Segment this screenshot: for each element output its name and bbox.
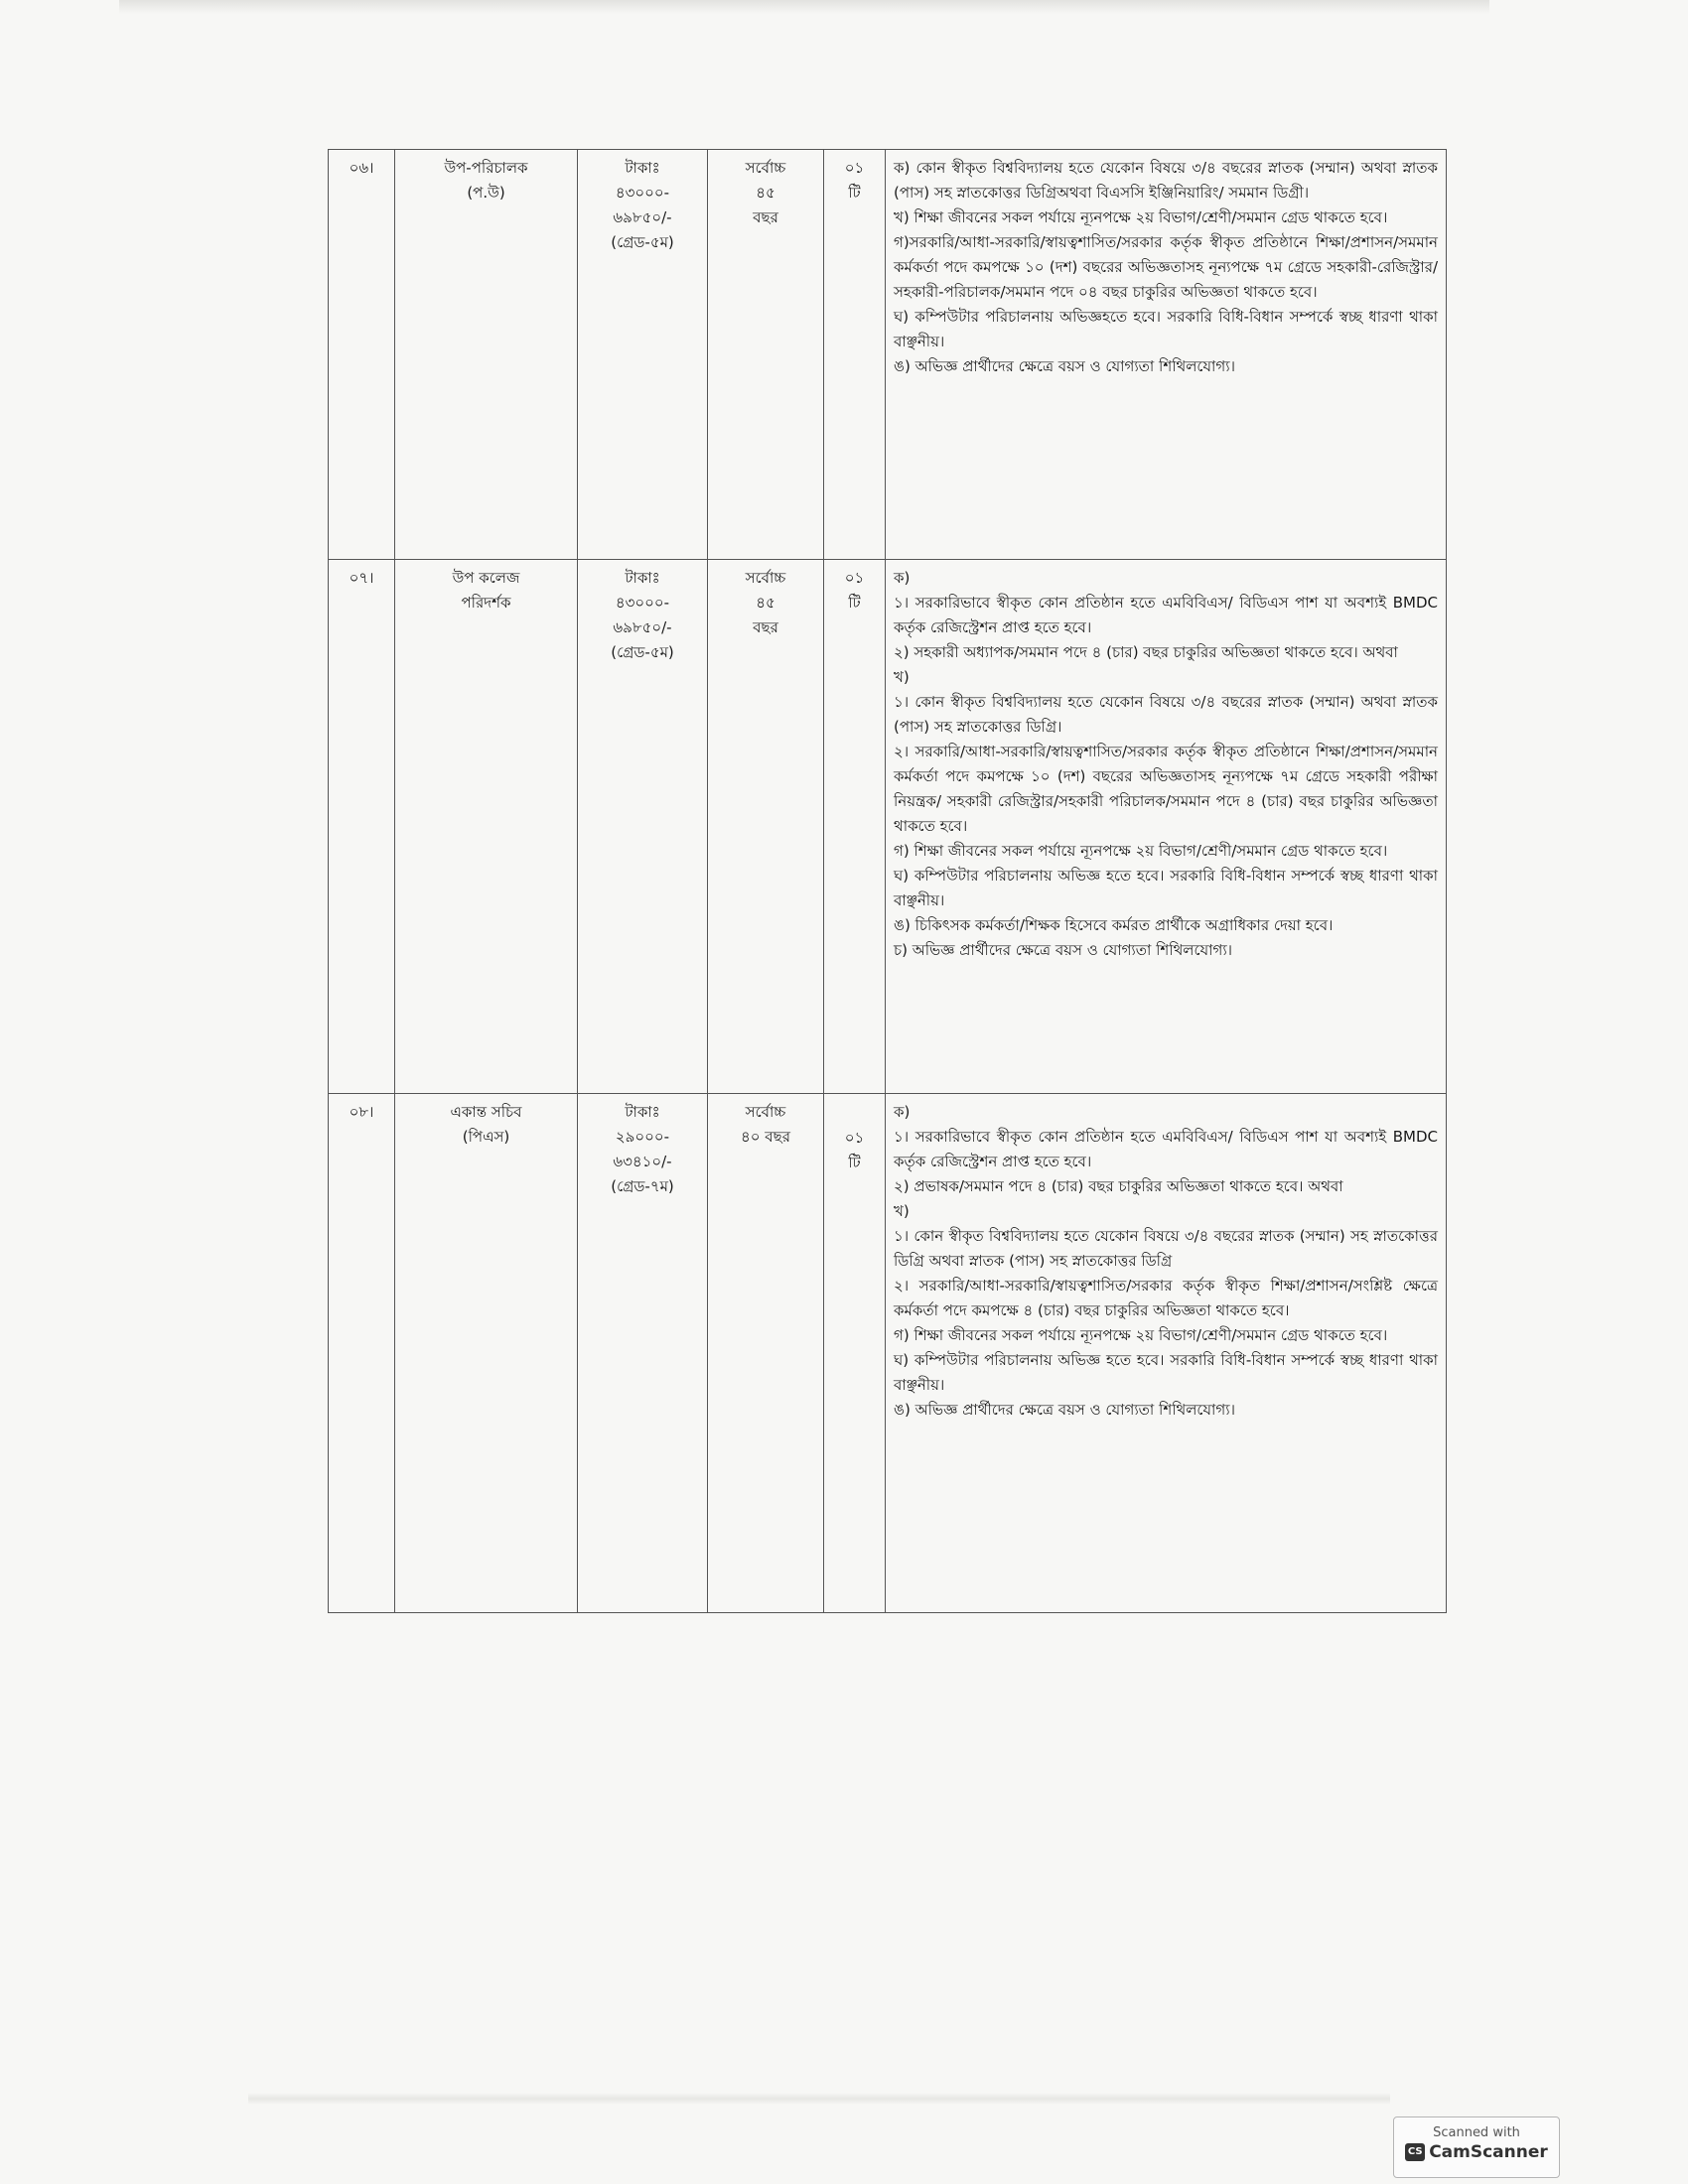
- requirement-item: ১। কোন স্বীকৃত বিশ্ববিদ্যালয় হতে যেকোন বিষয়ে ৩/৪ বছরের স্নাতক (সম্মান) অথবা স্নাতক (পাস) সহ স্নাতকোত্তর ডিগ্রি।: [894, 693, 1438, 736]
- pay-scale-cell: টাকাঃ ৪৩০০০- ৬৯৮৫০/- (গ্রেড-৫ম): [578, 150, 708, 560]
- job-requirements-table: [328, 149, 1447, 1613]
- age-limit-cell: সর্বোচ্চ ৪৫ বছর: [708, 150, 824, 560]
- requirement-item: খ): [894, 668, 910, 686]
- requirement-item: ২। সরকারি/আধা-সরকারি/স্বায়ত্বশাসিত/সরকার কর্তৃক স্বীকৃত প্রতিষ্ঠানে শিক্ষা/প্রশাসন/সমমান কর্মকর্তা পদে কমপক্ষে ১০ (দশ) বছরের অভিজ্ঞতাসহ নূন্যপক্ষে ৭ম গ্রেডে সহকারী পরীক্ষা নিয়ন্ত্রক/ সহকারী রেজিস্ট্রার/সহকারী পরিচালক/সমমান পদে ৪ (চার) বছর চাকুরির অভিজ্ঞতা থাকতে হবে।: [894, 743, 1438, 835]
- requirement-item: গ) শিক্ষা জীবনের সকল পর্যায়ে ন্যূনপক্ষে ২য় বিভাগ/শ্রেণী/সমমান গ্রেড থাকতে হবে।: [894, 842, 1388, 860]
- requirement-item: ঙ) চিকিৎসক কর্মকর্তা/শিক্ষক হিসেবে কর্মরত প্রার্থীকে অগ্রাধিকার দেয়া হবে।: [894, 916, 1334, 934]
- requirement-item: ২) প্রভাষক/সমমান পদে ৪ (চার) বছর চাকুরির অভিজ্ঞতা থাকতে হবে। অথবা: [894, 1177, 1343, 1195]
- table-row: [329, 1094, 1447, 1613]
- requirements-cell: [886, 1094, 1447, 1613]
- requirement-item: গ)সরকারি/আধা-সরকারি/স্বায়ত্বশাসিত/সরকার কর্তৃক স্বীকৃত প্রতিষ্ঠানে শিক্ষা/প্রশাসন/সমমান কর্মকর্তা পদে কমপক্ষে ১০ (দশ) বছরের অভিজ্ঞতাসহ নূন্যপক্ষে ৭ম গ্রেডে সহকারী-রেজিস্ট্রার/সহকারী-পরিচালক/সমমান পদে ০৪ বছর চাকুরির অভিজ্ঞতা থাকতে হবে।: [894, 233, 1438, 301]
- requirement-item: ক): [894, 569, 911, 587]
- post-cell: উপ কলেজ পরিদর্শক: [395, 560, 578, 1094]
- scan-edge-top: [119, 0, 1489, 14]
- requirement-item: ঘ) কম্পিউটার পরিচালনায় অভিজ্ঞ হতে হবে। সরকারি বিধি-বিধান সম্পর্কে স্বচ্ছ ধারণা থাকা বাঞ্ছনীয়।: [894, 867, 1438, 909]
- requirement-item: গ) শিক্ষা জীবনের সকল পর্যায়ে ন্যূনপক্ষে ২য় বিভাগ/শ্রেণী/সমমান গ্রেড থাকতে হবে।: [894, 1326, 1388, 1344]
- pay-scale-cell: টাকাঃ ৪৩০০০- ৬৯৮৫০/- (গ্রেড-৫ম): [578, 560, 708, 1094]
- serial-cell: ০৭।: [329, 560, 395, 1094]
- requirements-cell: [886, 560, 1447, 1094]
- requirement-item: ২) সহকারী অধ্যাপক/সমমান পদে ৪ (চার) বছর চাকুরির অভিজ্ঞতা থাকতে হবে। অথবা: [894, 643, 1398, 661]
- requirement-item: ক) কোন স্বীকৃত বিশ্ববিদ্যালয় হতে যেকোন বিষয়ে ৩/৪ বছরের স্নাতক (সম্মান) অথবা স্নাতক (পাস) সহ স্নাতকোত্তর ডিগ্রিঅথবা বিএসসি ইঞ্জিনিয়ারিং/ সমমান ডিগ্রী।: [894, 159, 1438, 202]
- requirement-item: ১। সরকারিভাবে স্বীকৃত কোন প্রতিষ্ঠান হতে এমবিবিএস/ বিডিএস পাশ যা অবশ্যই BMDC কর্তৃক রেজিস্ট্রেশন প্রাপ্ত হতে হবে।: [894, 594, 1438, 636]
- scan-edge-bottom: [248, 2093, 1390, 2105]
- age-limit-cell: সর্বোচ্চ ৪৫ বছর: [708, 560, 824, 1094]
- requirement-item: ঙ) অভিজ্ঞ প্রার্থীদের ক্ষেত্রে বয়স ও যোগ্যতা শিথিলযোগ্য।: [894, 357, 1235, 375]
- post-count-cell: ০১ টি: [824, 1094, 886, 1613]
- serial-cell: ০৮।: [329, 1094, 395, 1613]
- requirement-item: ক): [894, 1103, 911, 1121]
- requirement-item: ২। সরকারি/আধা-সরকারি/স্বায়ত্বশাসিত/সরকার কর্তৃক স্বীকৃত শিক্ষা/প্রশাসন/সংশ্লিষ্ট ক্ষেত্রে কর্মকর্তা পদে কমপক্ষে ৪ (চার) বছর চাকুরির অভিজ্ঞতা থাকতে হবে।: [894, 1277, 1438, 1319]
- requirement-item: খ): [894, 1202, 910, 1220]
- requirement-item: ঙ) অভিজ্ঞ প্রার্থীদের ক্ষেত্রে বয়স ও যোগ্যতা শিথিলযোগ্য।: [894, 1401, 1235, 1419]
- post-count-cell: ০১ টি: [824, 150, 886, 560]
- requirement-item: খ) শিক্ষা জীবনের সকল পর্যায়ে ন্যূনপক্ষে ২য় বিভাগ/শ্রেণী/সমমান গ্রেড থাকতে হবে।: [894, 208, 1388, 226]
- post-cell: উপ-পরিচালক (প.উ): [395, 150, 578, 560]
- post-cell: একান্ত সচিব (পিএস): [395, 1094, 578, 1613]
- serial-cell: ০৬।: [329, 150, 395, 560]
- table-row: [329, 560, 1447, 1094]
- pay-scale-cell: টাকাঃ ২৯০০০- ৬৩৪১০/- (গ্রেড-৭ম): [578, 1094, 708, 1613]
- post-count-cell: ০১ টি: [824, 560, 886, 1094]
- requirement-item: ঘ) কম্পিউটার পরিচালনায় অভিজ্ঞহতে হবে। সরকারি বিধি-বিধান সম্পর্কে স্বচ্ছ ধারণা থাকা বাঞ্ছনীয়।: [894, 308, 1438, 350]
- requirements-cell: [886, 150, 1447, 560]
- requirement-item: ঘ) কম্পিউটার পরিচালনায় অভিজ্ঞ হতে হবে। সরকারি বিধি-বিধান সম্পর্কে স্বচ্ছ ধারণা থাকা বাঞ্ছনীয়।: [894, 1351, 1438, 1394]
- age-limit-cell: সর্বোচ্চ ৪০ বছর: [708, 1094, 824, 1613]
- requirement-item: ১। কোন স্বীকৃত বিশ্ববিদ্যালয় হতে যেকোন বিষয়ে ৩/৪ বছরের স্নাতক (সম্মান) সহ স্নাতকোত্তর ডিগ্রি অথবা স্নাতক (পাস) সহ স্নাতকোত্তর ডিগ্রি: [894, 1227, 1438, 1270]
- requirement-item: ১। সরকারিভাবে স্বীকৃত কোন প্রতিষ্ঠান হতে এমবিবিএস/ বিডিএস পাশ যা অবশ্যই BMDC কর্তৃক রেজিস্ট্রেশন প্রাপ্ত হতে হবে।: [894, 1128, 1438, 1170]
- requirement-item: চ) অভিজ্ঞ প্রার্থীদের ক্ষেত্রে বয়স ও যোগ্যতা শিথিলযোগ্য।: [894, 941, 1233, 959]
- camscanner-logo-icon: CS: [1405, 2143, 1425, 2161]
- table-row: [329, 150, 1447, 560]
- camscanner-watermark: Scanned with CS CamScanner: [1393, 2116, 1560, 2178]
